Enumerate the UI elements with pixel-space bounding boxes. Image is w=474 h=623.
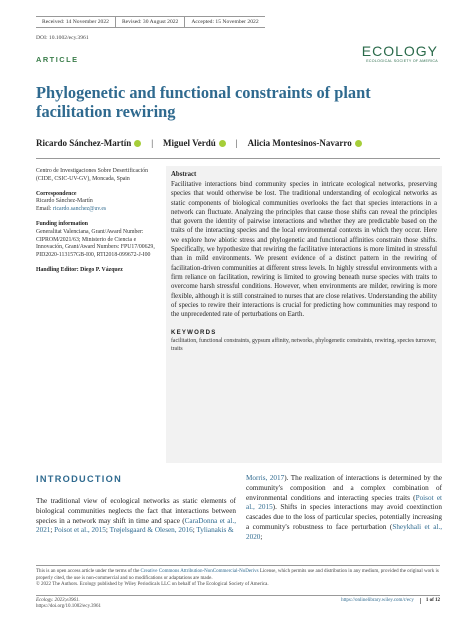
intro-text: ). The realization of interactions is determined by the community's composition and a complex combination of environmental conditions and interacting species traits ( (246, 474, 442, 502)
received-date: Received: 14 November 2022 (36, 17, 116, 27)
intro-text: ; (260, 532, 263, 541)
licence-notice (36, 565, 440, 589)
citation-link[interactable]: Trøjelsgaard & Olesen, 2016 (109, 526, 193, 535)
author-name[interactable]: Alicia Montesinos-Navarro (247, 138, 352, 148)
logo-wordmark: ECOLOGY (361, 43, 438, 59)
introduction-paragraph (36, 497, 236, 536)
affiliation: Centro de Investigaciones Sobre Desertificación (CIDE, CSIC-UV-GV), Moncada, Spain (36, 168, 149, 182)
licence-link[interactable]: Creative Commons Attribution-NonCommercial-NoDerivs (140, 569, 259, 574)
abstract-heading: Abstract (171, 171, 197, 178)
correspondence-name: Ricardo Sánchez-Martín (36, 198, 93, 205)
page-number: 1 of 12 (420, 598, 440, 604)
keywords-list: facilitation, functional constraints, gypsum affinity, networks, phylogenetic constraints, rewiring, species turnover, traits (171, 338, 437, 353)
journal-site-link[interactable]: https://onlinelibrary.wiley.com/r/ecy (341, 598, 414, 603)
licence-text (36, 569, 440, 582)
intro-text: ; (105, 526, 110, 535)
funding-text: Generalitat Valenciana, Grant/Award Number: CIPROM/2021/63; Ministerio de Ciencia e Innovación, Grant/Award Numbers: FPU17/00629, PID2020-113157GB-I00, RTI2018-099672-J-I00 (36, 228, 155, 259)
logo-subtitle: ECOLOGICAL SOCIETY OF AMERICA (366, 59, 438, 63)
citation-link[interactable]: Poisot et al., 2015 (54, 526, 106, 535)
abstract-body: Facilitative interactions bind community species in intricate ecological networks, preserving species that would otherwise be lost. The traditional understanding of ecological networks as static components of biological communities overlooks the fact that species interactions in a network can fluctuate. Analyzing the principles that cause those shifts can reveal the principles that govern the identity of pairwise interactions and whether they are predictable based on the traits of the interacting species and the local environmental contexts in which they occur. Here we explore how abiotic stress and phylogenetic and functional affinities constrain those shifts. Specifically, we hypothesize that rewiring the facilitative interactions is more limited in stressful than in mild environments. We present evidence of a distinct pattern in the rewiring of facilitation-driven communities at different stress levels. In highly stressful environments with a firm reliance on facilitation, rewiring is limited to growing beneath nurse species with traits to overcome harsh stressful conditions. However, when environments are milder, rewiring is more flexible, although it is still constrained to nurses that are close relatives. Understanding the ability of species to rewire their interactions is crucial for predicting how communities may respond to the unprecedented rate of perturbations on Earth. (171, 181, 437, 319)
correspondence-heading: Correspondence (36, 190, 77, 197)
doi-line[interactable]: DOI: 10.1002/ecy.3961 (36, 35, 89, 41)
copyright-line: © 2022 The Authors. Ecology published by Wiley Periodicals LLC on behalf of The Ecological Society of America. (36, 582, 269, 588)
correspondence-email[interactable]: ricardo.sanchez@uv.es (52, 206, 107, 213)
handling-editor: Handling Editor: Diego P. Vázquez (36, 266, 123, 273)
citation-link[interactable]: 2017 (269, 474, 285, 482)
author-name[interactable]: Miguel Verdú (163, 138, 216, 148)
introduction-left-column (36, 474, 236, 536)
correspondence-email-line (36, 206, 156, 214)
citation-link[interactable]: Morris, (246, 474, 270, 482)
abstract-box (166, 166, 442, 463)
introduction-right-column (246, 474, 442, 543)
introduction-heading: INTRODUCTION (36, 474, 123, 484)
article-history (36, 16, 265, 28)
revised-date: Revised: 30 August 2022 (116, 17, 185, 27)
intro-text: ; (50, 526, 55, 535)
citation-link[interactable]: Sheykhali et al., 2020 (246, 522, 442, 541)
author-separator: | (235, 138, 238, 148)
accepted-date: Accepted: 15 November 2022 (191, 19, 259, 25)
citation-link[interactable]: Poisot et al., 2015 (246, 493, 443, 512)
licence-part: License, which permits use and distribution in any medium, provided the original work is properly cited, the use is non-commercial and no modifications or adaptations are made. (36, 569, 439, 581)
article-title: Phylogenetic and functional constraints of plant facilitation rewiring (36, 83, 371, 121)
intro-text: ; (192, 526, 197, 535)
orcid-icon[interactable] (355, 140, 362, 147)
header-divider (36, 158, 440, 159)
email-label: Email: (36, 206, 53, 213)
footer-right (341, 598, 440, 604)
page-footer (36, 595, 440, 611)
licence-part: This is an open access article under the terms of the (36, 569, 141, 574)
journal-logo (362, 44, 438, 63)
citation-link[interactable]: Tylianakis & (196, 526, 234, 535)
author-list (36, 138, 362, 148)
article-sidebar (36, 168, 156, 275)
footer-doi-link[interactable]: https://doi.org/10.1002/ecy.3961 (36, 604, 101, 610)
article-type-label: ARTICLE (36, 55, 79, 64)
funding-heading: Funding information (36, 220, 89, 227)
journal-citation: Ecology. 2023;e3961. (36, 598, 80, 603)
author-name[interactable]: Ricardo Sánchez-Martín (36, 138, 132, 148)
introduction-paragraph-continued (246, 474, 442, 543)
author-separator: | (151, 138, 154, 148)
keywords-heading: KEYWORDS (171, 329, 217, 337)
intro-text: The traditional view of ecological networks as static elements of biological communities neglects the fact that interactions between species in a network may shift in time and space ( (36, 497, 236, 525)
orcid-icon[interactable] (219, 140, 226, 147)
intro-text: ). Shifts in species interactions may avoid coextinction cascades due to the loss of particular species, potentially increasing a community's robustness to face perturbation ( (246, 503, 442, 531)
citation-link[interactable]: CaraDonna et al., 2021 (36, 516, 236, 535)
orcid-icon[interactable] (134, 140, 141, 147)
